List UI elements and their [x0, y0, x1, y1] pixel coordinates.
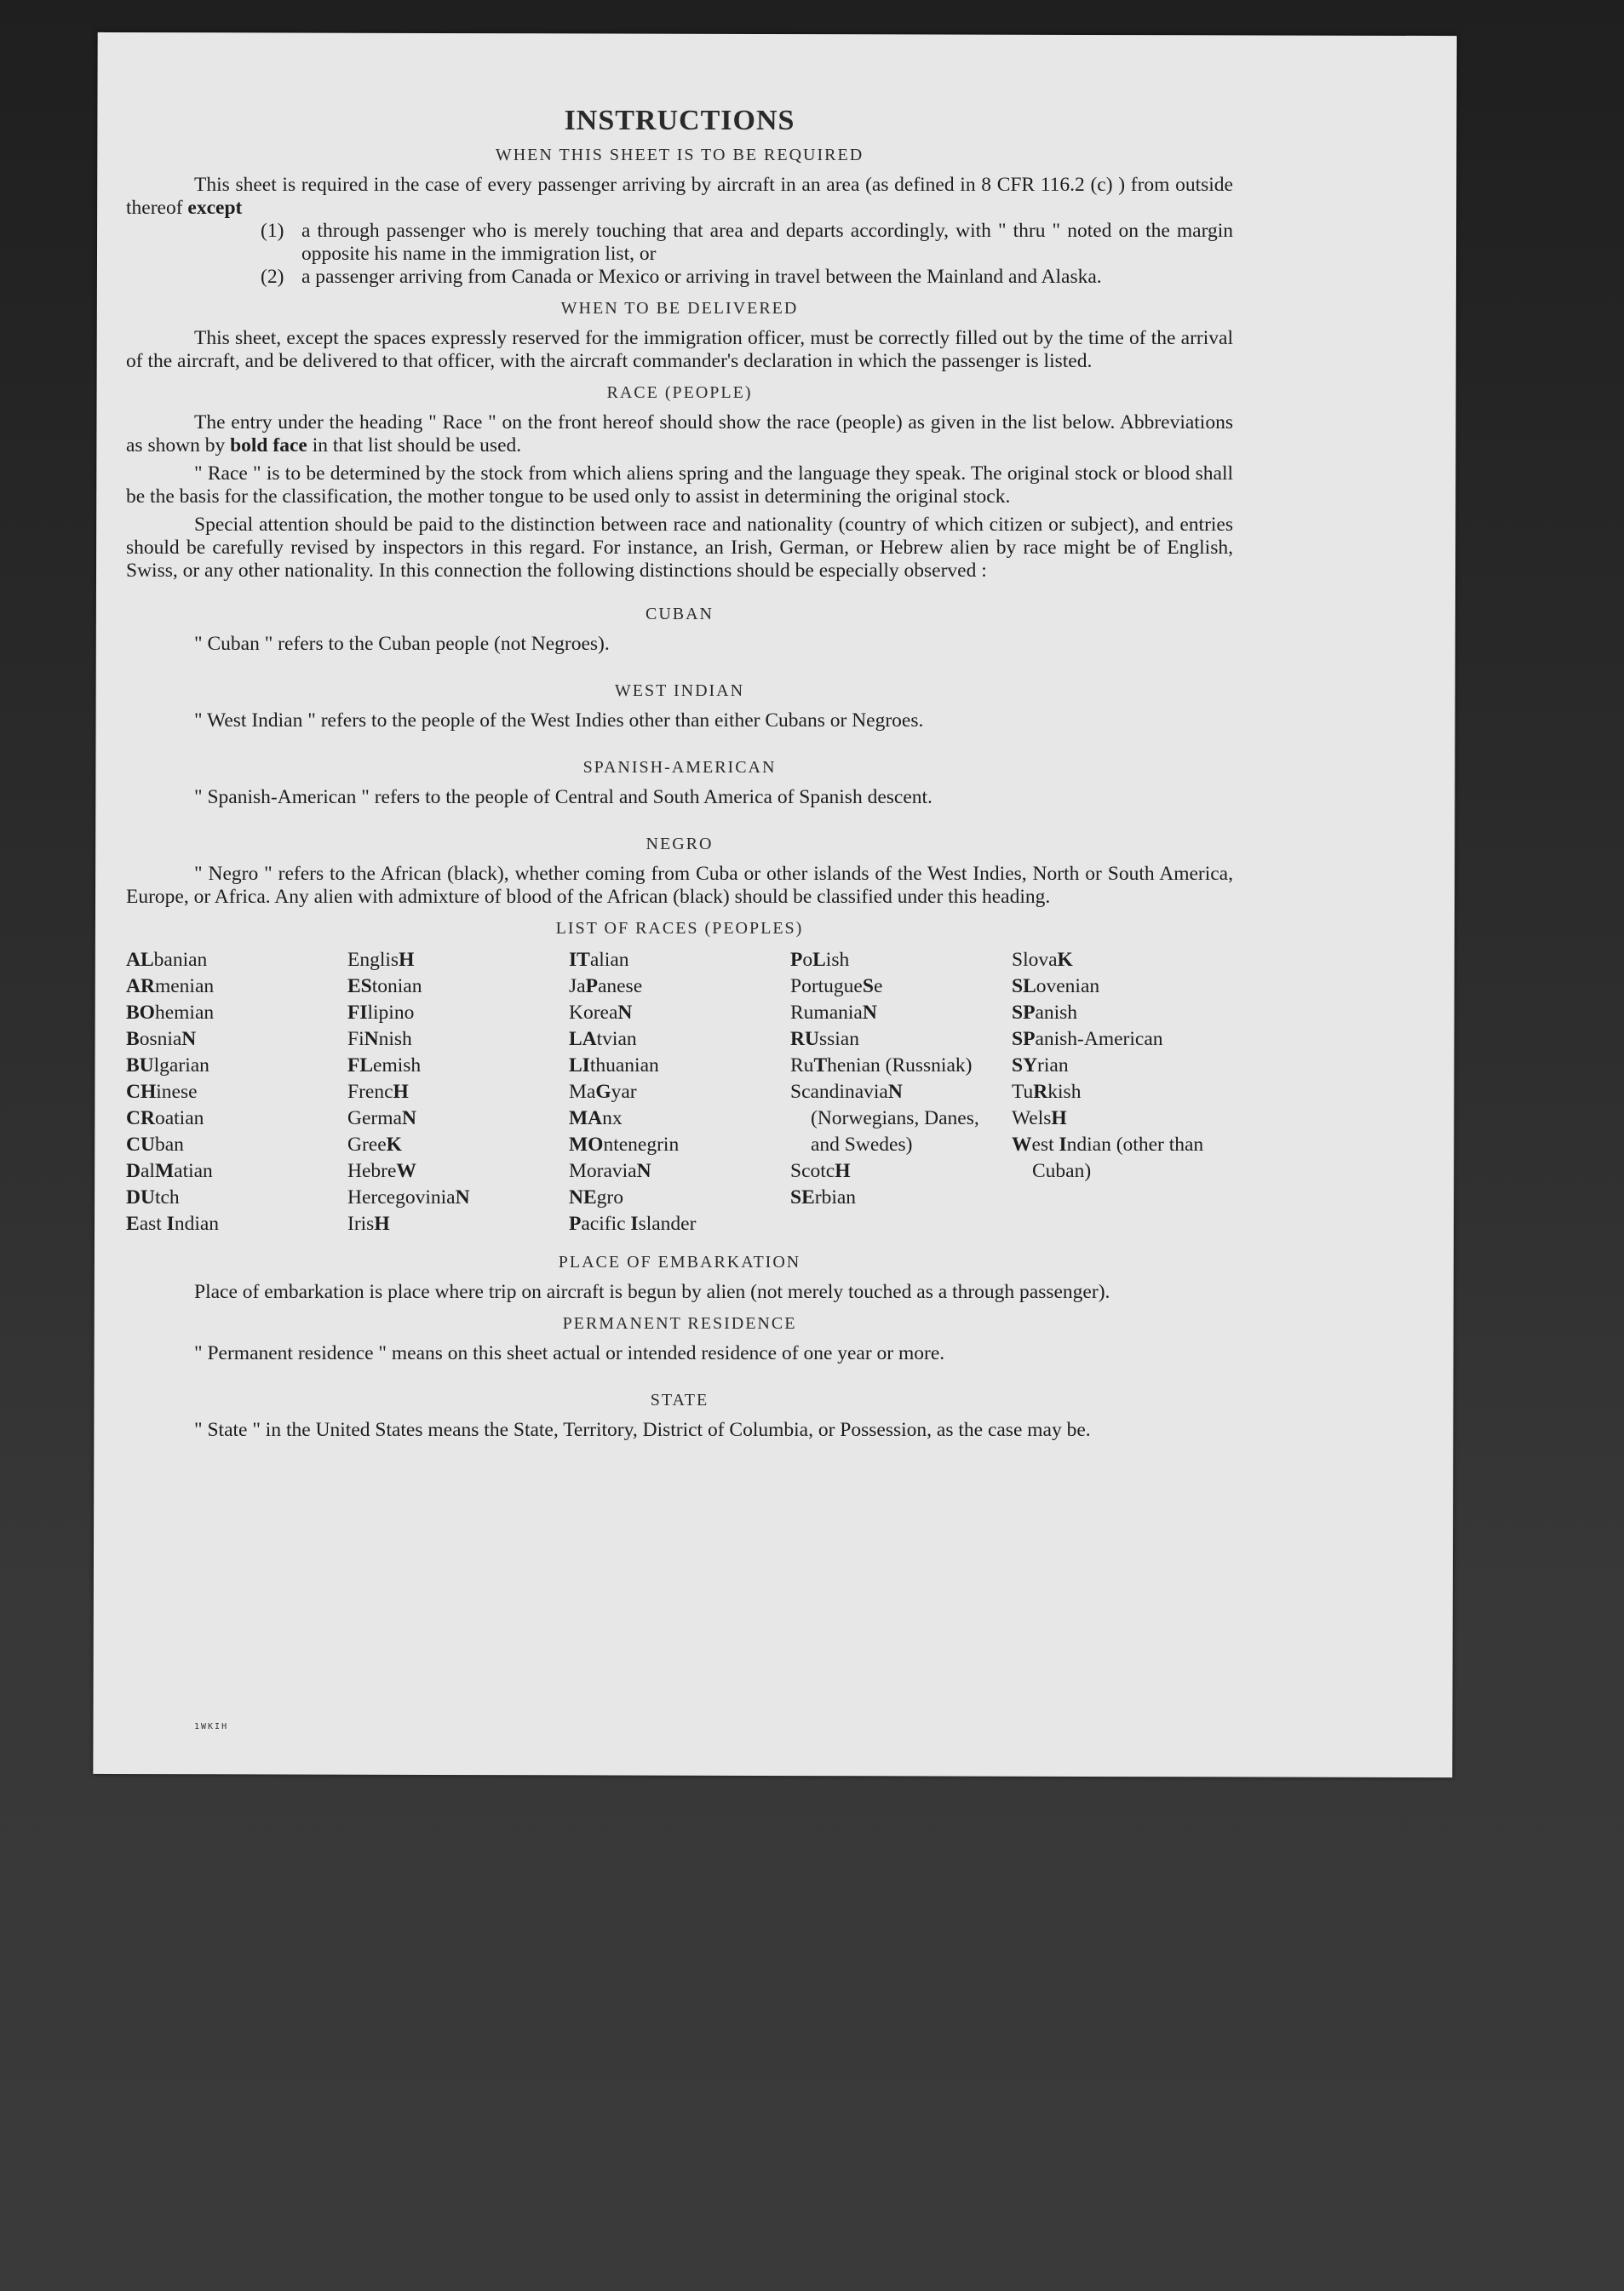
heading-list-of-races: LIST OF RACES (PEOPLES) — [555, 919, 804, 938]
race-entry: MOntenegrin — [569, 1134, 680, 1156]
race-entry: DalMatian — [126, 1160, 213, 1182]
race-entry: HebreW — [347, 1160, 416, 1182]
race-entry: RUssian — [790, 1028, 859, 1050]
race-p1-bold: bold face — [230, 434, 307, 456]
heading-spanish-american: SPANISH-AMERICAN — [582, 758, 777, 777]
race-entry: BosniaN — [126, 1028, 197, 1050]
when-delivered-text: This sheet, except the spaces expressly reserved for the immigration officer, must be correctly filled out by the time of the arrival of the aircraft, and be delivered to that officer, with the aircraft commander's declaration in which the passenger is listed. — [126, 327, 1233, 372]
race-entry: ScotcH — [790, 1160, 851, 1182]
page-title: INSTRUCTIONS — [564, 105, 795, 136]
race-p1-text: The entry under the heading " Race " on the front hereof should show the race (people) as given in the list below. Abbreviations as shown by — [126, 411, 1233, 456]
races-column — [790, 947, 1012, 1237]
list-item — [261, 266, 1233, 289]
heading-race: RACE (PEOPLE) — [606, 383, 753, 402]
race-entry: BOhemian — [126, 1002, 215, 1024]
race-entry: CRoatian — [126, 1107, 204, 1129]
race-entry: CUban — [126, 1134, 184, 1156]
race-entry: MAnx — [569, 1107, 623, 1129]
race-entry: RuThenian (Russniak) — [790, 1054, 973, 1077]
race-entry: JaPanese — [569, 975, 643, 997]
race-entry: DUtch — [126, 1186, 180, 1209]
race-entry: MaGyar — [569, 1081, 637, 1103]
heading-residence: PERMANENT RESIDENCE — [562, 1314, 797, 1333]
race-entry: PoLish — [790, 949, 850, 971]
race-entry: GreeK — [347, 1134, 402, 1156]
race-entry: RumaniaN — [790, 1002, 877, 1024]
race-entry: TuRkish — [1012, 1081, 1082, 1103]
spanish-american-text: " Spanish-American " refers to the people of Central and South America of Spanish descent. — [194, 786, 933, 808]
race-entry: LIthuanian — [569, 1054, 659, 1077]
race-p1-text-end: in that list should be used. — [312, 434, 522, 456]
race-entry: EnglisH — [347, 949, 415, 971]
race-entry: Pacific Islander — [569, 1213, 697, 1235]
race-entry: SPanish — [1012, 1002, 1078, 1024]
races-column — [1012, 947, 1233, 1237]
embarkation-text: Place of embarkation is place where trip on aircraft is begun by alien (not merely touched as a through passenger). — [194, 1281, 1110, 1303]
state-text: " State " in the United States means the State, Territory, District of Columbia, or Possession, as the case may be. — [194, 1419, 1091, 1441]
race-entry: BUlgarian — [126, 1054, 209, 1077]
when-required-intro — [126, 174, 1233, 220]
heading-cuban: CUBAN — [645, 605, 714, 623]
race-entry: WelsH — [1012, 1107, 1067, 1129]
heading-embarkation: PLACE OF EMBARKATION — [558, 1253, 801, 1272]
intro-text: This sheet is required in the case of every passenger arriving by aircraft in an area (as defined in 8 CFR 116.2 (c) ) from outside thereof — [126, 174, 1233, 219]
race-entry: FiNnish — [347, 1028, 412, 1050]
heading-negro: NEGRO — [646, 835, 714, 853]
race-entry: HercegoviniaN — [347, 1186, 470, 1209]
item-text: a passenger arriving from Canada or Mexico or arriving in travel between the Mainland and Alaska. — [301, 266, 1102, 288]
race-entry: SErbian — [790, 1186, 857, 1209]
race-entry: West Indian (other than Cuban) — [1012, 1134, 1204, 1182]
item-number: (2) — [261, 266, 284, 288]
race-entry: ARmenian — [126, 975, 215, 997]
heading-west-indian: WEST INDIAN — [614, 681, 745, 700]
race-entry: FLemish — [347, 1054, 422, 1077]
race-entry: ScandinaviaN (Norwegians, Danes, and Swedes) — [790, 1081, 979, 1156]
races-column — [347, 947, 569, 1237]
negro-text: " Negro " refers to the African (black), whether coming from Cuba or other islands of the West Indies, North or South America, Europe, or Africa. Any alien with admixture of blood of the African (black) should be classified under this heading. — [126, 863, 1233, 908]
races-column — [126, 947, 347, 1237]
race-entry: FIlipino — [347, 1002, 415, 1024]
races-column — [569, 947, 790, 1237]
heading-when-delivered: WHEN TO BE DELIVERED — [560, 299, 799, 318]
residence-text: " Permanent residence " means on this sheet actual or intended residence of one year or more. — [194, 1342, 945, 1364]
race-entry: SPanish-American — [1012, 1028, 1163, 1050]
cuban-text: " Cuban " refers to the Cuban people (not Negroes). — [194, 633, 610, 655]
race-entry: CHinese — [126, 1081, 198, 1103]
race-entry: SlovaK — [1012, 949, 1073, 971]
race-entry: East Indian — [126, 1213, 220, 1235]
race-entry: SLovenian — [1012, 975, 1100, 997]
west-indian-text: " West Indian " refers to the people of the West Indies other than either Cubans or Negroes. — [194, 709, 924, 732]
race-entry: NEgro — [569, 1186, 623, 1209]
race-entry: LAtvian — [569, 1028, 637, 1050]
races-list — [126, 947, 1233, 1237]
heading-when-required: WHEN THIS SHEET IS TO BE REQUIRED — [495, 146, 864, 164]
intro-except: except — [187, 197, 243, 219]
race-paragraph-1 — [126, 411, 1233, 457]
race-paragraph-2: " Race " is to be determined by the stock from which aliens spring and the language they speak. The original stock or blood shall be the basis for the classification, the mother tongue to be used only to assist in determining the original stock. — [126, 462, 1233, 508]
race-entry: ITalian — [569, 949, 629, 971]
item-text: a through passenger who is merely touching that area and departs accordingly, with " thru " noted on the margin opposite his name in the immigration list, or — [301, 220, 1233, 265]
race-paragraph-3: Special attention should be paid to the distinction between race and nationality (country of which citizen or subject), and entries should be carefully revised by inspectors in this regard. For instance, an Irish, German, or Hebrew alien by race might be of English, Swiss, or any other nationality. In this connection the following distinctions should be especially observed : — [126, 514, 1233, 582]
race-entry: PortugueSe — [790, 975, 883, 997]
race-entry: IrisH — [347, 1213, 390, 1235]
race-entry: GermaN — [347, 1107, 416, 1129]
race-entry: ALbanian — [126, 949, 208, 971]
race-entry: SYrian — [1012, 1054, 1069, 1077]
list-item — [261, 220, 1233, 266]
item-number: (1) — [261, 220, 284, 242]
document-content — [126, 105, 1233, 1442]
race-entry: MoraviaN — [569, 1160, 651, 1182]
form-stamp: 1WKIH — [194, 1722, 229, 1731]
race-entry: KoreaN — [569, 1002, 633, 1024]
race-entry: FrencH — [347, 1081, 409, 1103]
race-entry: EStonian — [347, 975, 422, 997]
heading-state: STATE — [650, 1391, 709, 1410]
